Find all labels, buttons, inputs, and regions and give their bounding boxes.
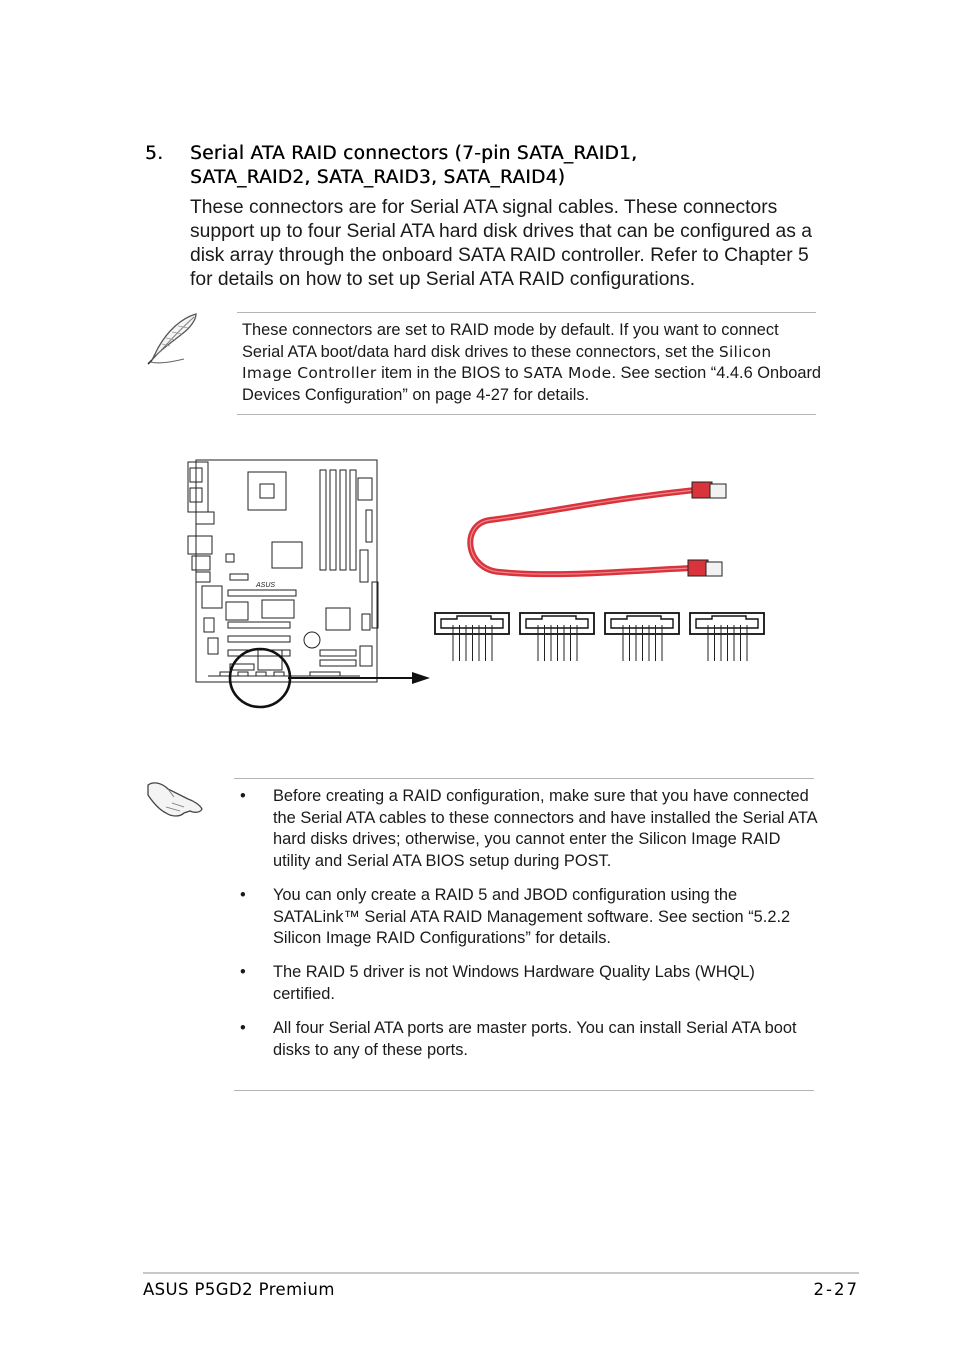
note-item-name: Silicon Image Controller [242,342,772,383]
note-text-part2: item in the BIOS to [376,364,524,383]
note-text-part3: . See section “4.4.6 Onboard Devices Configuration” on page 4-27 for details. [242,364,822,404]
note-mode-name: SATA Mode [523,364,612,383]
important-item [240,962,820,1005]
motherboard-diagram [188,460,378,682]
bullet-marker: • [240,963,246,982]
important-item-text: You can only create a RAID 5 and JBOD configuration using the SATALink™ Serial ATA RAID Management software. See section “5.2.2 Silicon Image RAID Configurations” for details. [273,885,791,948]
sata-port-connector [605,613,679,661]
important-item [240,885,820,950]
important-bottom-rule [234,1090,814,1091]
sata-cable [470,482,726,576]
section-number: 5. [145,143,164,164]
board-logo: ASUS [256,582,276,589]
bullet-marker: • [240,1019,246,1038]
pointer-arrow-head [412,672,430,684]
bullet-marker: • [240,885,246,904]
sata-port-connector [690,613,764,661]
footer-rule [143,1272,859,1274]
important-item [240,786,820,872]
important-item-text: All four Serial ATA ports are master ports. You can install Serial ATA boot disks to any of these ports. [273,1019,797,1059]
sata-port-connector [520,613,594,661]
important-bullet-list [240,786,820,1074]
note-bottom-rule [237,414,816,415]
bullet-marker: • [240,787,246,805]
sata-connector-figure [180,450,800,720]
quill-pen-icon [144,310,202,366]
note-text [242,320,822,406]
important-item-text: The RAID 5 driver is not Windows Hardware Quality Labs (WHQL) certified. [273,963,755,1003]
important-item-text: Before creating a RAID configuration, make sure that you have connected the Serial ATA cables to these connectors and have installed the Serial ATA hard disks drives; otherwise, you cannot enter the Silicon Image RAID utility and Serial ATA BIOS setup during POST. [273,787,817,870]
sata-port-connector [435,613,509,661]
footer-page-number: 2-27 [813,1280,859,1299]
footer-product-name: ASUS P5GD2 Premium [143,1280,335,1299]
section-intro: These connectors are for Serial ATA signal cables. These connectors support up to four Serial ATA hard disk drives that can be configured as a disk array through the onboard SATA RAID controller. Refer to Chapter 5 for details on how to set up Serial ATA RAID configurations. [190,197,812,290]
sata-port-connectors [435,613,764,661]
note-top-rule [237,312,816,313]
section-title-line2: SATA_RAID2, SATA_RAID3, SATA_RAID4) [190,167,566,188]
pointing-hand-icon [144,777,206,819]
important-top-rule [234,778,814,779]
section-title-line1: Serial ATA RAID connectors (7-pin SATA_RAID1, [190,143,638,164]
important-item [240,1018,820,1061]
sata-highlight-circle [230,649,290,707]
note-text-part1: These connectors are set to RAID mode by default. If you want to connect Serial ATA boot/data hard disk drives to these connectors, set the [242,321,779,361]
section-heading [145,142,845,190]
